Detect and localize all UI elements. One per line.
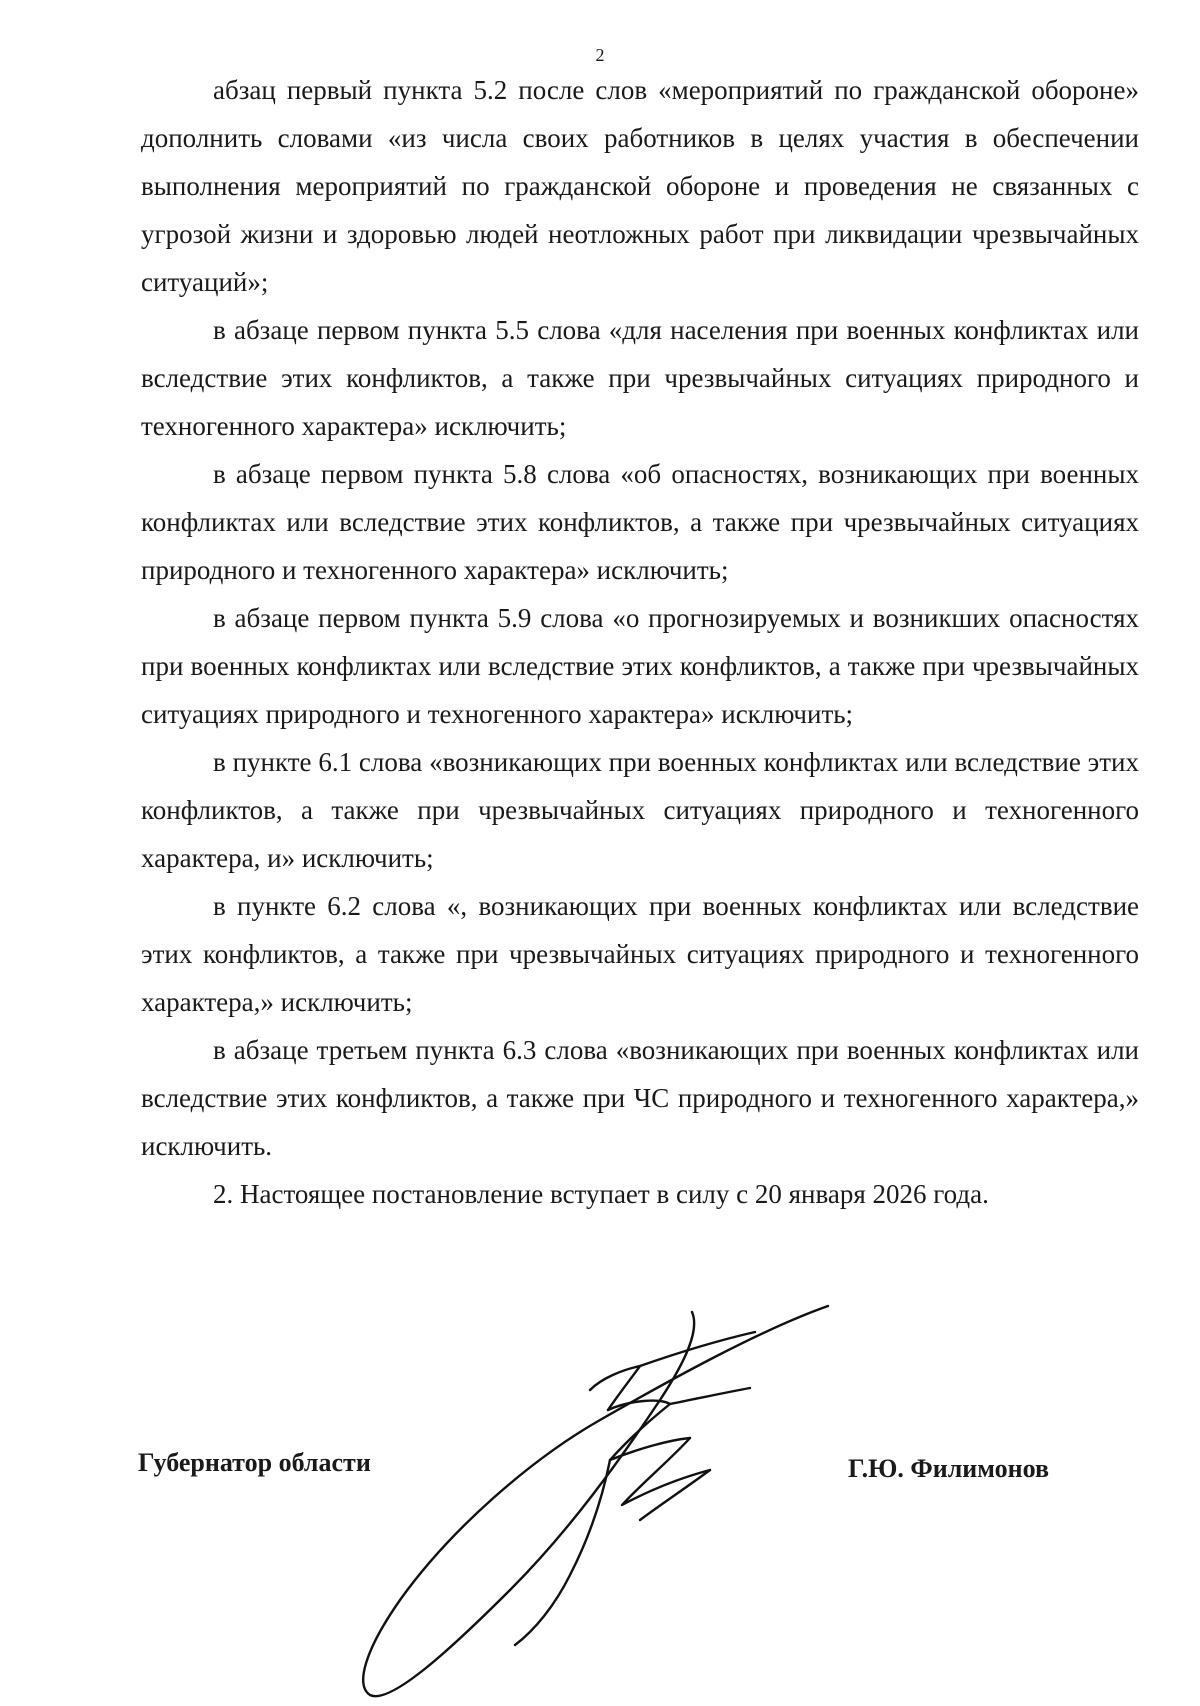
paragraph-5-5: в абзаце первом пункта 5.5 слова «для населения при военных конфликтах или вследствие этих конфликтов, а также при чрезвычайных ситуациях природного и техногенного характера» исключить;: [141, 315, 1139, 441]
paragraph-6-3: в абзаце третьем пункта 6.3 слова «возникающих при военных конфликтах или вследствие этих конфликтов, а также при ЧС природного и техногенного характера,» исключить.: [141, 1035, 1139, 1161]
signatory-position: Губернатор области: [138, 1448, 371, 1477]
paragraph-5-8: в абзаце первом пункта 5.8 слова «об опасностях, возникающих при военных конфликтах или вследствие этих конфликтов, а также при чрезвычайных ситуациях природного и техногенного характера» исключить;: [141, 459, 1139, 585]
paragraph-6-2: в пункте 6.2 слова «, возникающих при военных конфликтах или вследствие этих конфликтов, а также при чрезвычайных ситуациях природного и техногенного характера,» исключить;: [141, 891, 1139, 1017]
paragraph-effective-date: 2. Настоящее постановление вступает в силу с 20 января 2026 года.: [213, 1179, 989, 1209]
document-body: [141, 66, 1139, 1218]
page-number: 2: [595, 45, 605, 65]
paragraph-5-9: в абзаце первом пункта 5.9 слова «о прогнозируемых и возникших опасностях при военных конфликтах или вследствие этих конфликтов, а также при чрезвычайных ситуациях природного и техногенного характера» исключить;: [141, 603, 1139, 729]
handwritten-signature: [340, 1300, 860, 1700]
paragraph-6-1: в пункте 6.1 слова «возникающих при военных конфликтах или вследствие этих конфликтов, а также при чрезвычайных ситуациях природного и техногенного характера, и» исключить;: [141, 747, 1139, 873]
signatory-name: Г.Ю. Филимонов: [848, 1454, 1050, 1483]
paragraph-5-2: абзац первый пункта 5.2 после слов «мероприятий по гражданской обороне» дополнить словами «из числа своих работников в целях участия в обеспечении выполнения мероприятий по гражданской обороне и проведения не связанных с угрозой жизни и здоровью людей неотложных работ при ликвидации чрезвычайных ситуаций»;: [141, 75, 1139, 297]
